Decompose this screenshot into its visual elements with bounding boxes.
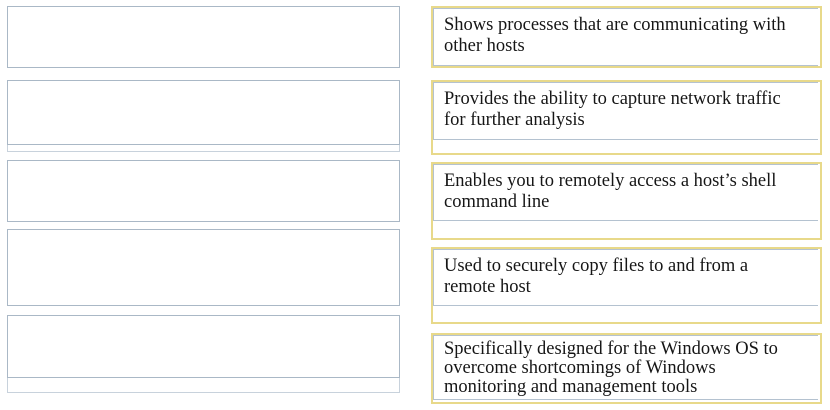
answer-card-3[interactable]: [433, 164, 818, 221]
answer-text-line: other hosts: [444, 36, 525, 56]
answer-text-line: remote host: [444, 277, 531, 297]
answer-text-line: command line: [444, 192, 550, 212]
answer-text-line: Specifically designed for the Windows OS to: [444, 339, 778, 359]
answer-text-line: for further analysis: [444, 110, 585, 130]
answer-card-1[interactable]: [433, 8, 818, 66]
answer-card-2[interactable]: [433, 82, 818, 140]
drop-target-2[interactable]: [7, 80, 400, 145]
answer-text-line: Enables you to remotely access a host’s shell: [444, 171, 777, 191]
drop-target-3[interactable]: [7, 160, 400, 222]
drop-target-5[interactable]: [7, 315, 400, 378]
answer-text-line: overcome shortcomings of Windows: [444, 358, 716, 378]
answer-text-line: Used to securely copy files to and from a: [444, 256, 749, 276]
answer-text-line: Provides the ability to capture network traffic: [444, 89, 781, 109]
answer-text-line: monitoring and management tools: [444, 377, 698, 397]
answer-text-line: Shows processes that are communicating with: [444, 15, 786, 35]
answer-card-4[interactable]: [433, 249, 818, 306]
drop-target-1[interactable]: [7, 6, 400, 68]
drop-target-4[interactable]: [7, 229, 400, 306]
answer-card-5[interactable]: [433, 335, 818, 400]
